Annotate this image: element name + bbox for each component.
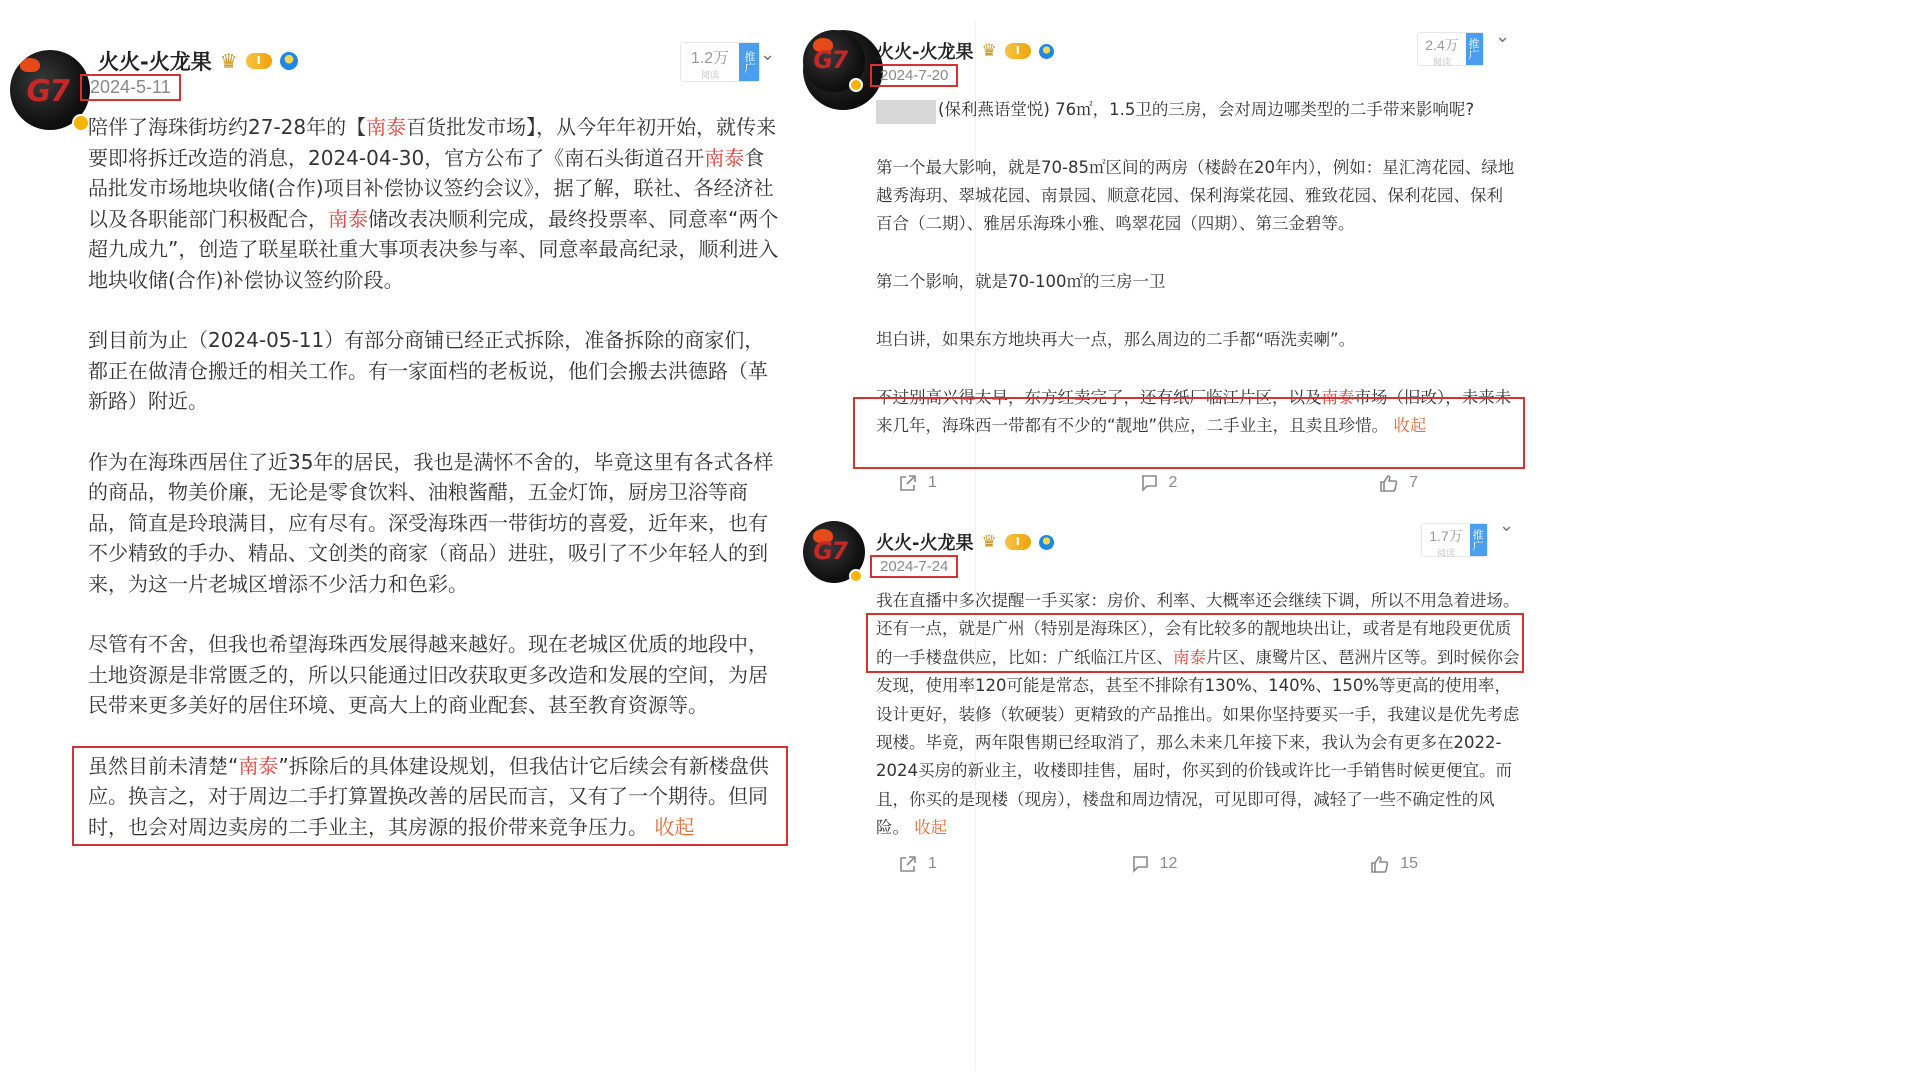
highlighted-keyword: 南泰 xyxy=(704,145,745,170)
read-count: 1.7万 xyxy=(1429,528,1463,544)
text-run: 到目前为止（2024-05-11）有部分商铺已经正式拆除，准备拆除的商家们，都正在做清仓搬迁的相关工作。有一家面档的老板说，他们会搬去洪德路（革新路）附近。 xyxy=(88,328,768,413)
comment-count: 12 xyxy=(1159,855,1178,872)
like-button[interactable] xyxy=(1370,854,1418,874)
text-run: 片区、康鹭片区、琶洲片区等。到时候你会发现，使用率120可能是常态，甚至不排除有130%、140%、150%等更高的使用率，设计更好，装修（软硬装）更精致的产品推出。如果你坚持要买一手，我建议是优先考虑现楼。毕竟，两年限售期已经取消了，那么未来几年接下来，我认为会有更多在2022-2024买房的新业主，收楼即挂售，届时，你买到的价钱或许比一手销售时候更便宜。而且，你买的是现楼（现房），楼盘和周边情况，可见即可得，减轻了一些不确定性的风险。 xyxy=(876,647,1520,838)
verified-icon xyxy=(1039,44,1054,59)
text-run: 市场（旧改），未来未来几年，海珠西一带都有不少的“靓地”供应，二手业主，且卖且珍惜。 xyxy=(876,388,1512,435)
highlight-box xyxy=(853,397,1525,469)
comment-icon xyxy=(1130,854,1150,874)
read-stats[interactable] xyxy=(1417,32,1484,66)
read-count: 2.4万 xyxy=(1425,37,1459,53)
highlighted-keyword: 南泰 xyxy=(366,115,407,139)
verified-badge-icon xyxy=(849,78,863,92)
highlighted-keyword: 南泰 xyxy=(238,753,279,778)
crown-icon: ♛ xyxy=(981,531,997,552)
highlighted-keyword: 南泰 xyxy=(328,206,368,231)
read-stats[interactable] xyxy=(680,42,760,82)
text-run: 陪伴了海珠街坊约27-28年的【 xyxy=(88,115,367,139)
chevron-down-icon[interactable]: ⌄ xyxy=(760,44,776,65)
avatar-logo: G7 xyxy=(811,46,850,74)
text-run: 储改表决顺利完成，最终投票率、同意率“两个超九成九”，创造了联星联社重大事项表决参与率、同意率最高纪录，顺利进入地块收储(合作)补偿协议签约阶段。 xyxy=(88,206,779,292)
action-bar xyxy=(898,473,1418,493)
read-count: 1.2万 xyxy=(690,50,730,67)
post-paragraph xyxy=(876,268,1516,296)
post-date: 2024-5-11 xyxy=(80,74,181,101)
read-label: 阅读 xyxy=(1436,549,1455,559)
verified-badge-icon xyxy=(849,569,863,583)
text-run: 百货批发市场】，从今年年初开始，就传来要即将拆迁改造的消息，2024-04-30，官方公布了《南石头街道召开 xyxy=(88,115,777,170)
read-stats[interactable] xyxy=(1421,523,1488,557)
share-count: 1 xyxy=(928,855,937,872)
highlighted-keyword: 南泰 xyxy=(1321,388,1355,407)
author-name[interactable]: 火火-火龙果 xyxy=(876,42,974,63)
crown-icon: ♛ xyxy=(219,49,238,73)
comment-count: 2 xyxy=(1168,474,1178,491)
thumbs-up-icon xyxy=(1379,473,1399,493)
text-run: 虽然目前未清楚“ xyxy=(88,753,239,778)
post-paragraph xyxy=(88,325,783,417)
collapse-link[interactable]: 收起 xyxy=(1393,416,1427,435)
highlight-box xyxy=(72,746,788,846)
read-label: 阅读 xyxy=(700,71,719,81)
chevron-down-icon[interactable]: ⌄ xyxy=(1499,515,1515,536)
post-paragraph xyxy=(876,154,1516,238)
share-button[interactable] xyxy=(898,473,937,493)
highlight-box xyxy=(866,613,1524,673)
text-run: 不过别高兴得太早，东方红卖完了，还有纸厂临江片区，以及 xyxy=(876,388,1322,407)
text-run: 坦白讲，如果东方地块再大一点，那么周边的二手都“唔洗卖喇”。 xyxy=(876,330,1356,349)
like-count: 7 xyxy=(1409,474,1418,491)
collapse-link[interactable]: 收起 xyxy=(914,818,948,838)
post-paragraph xyxy=(88,629,783,721)
highlighted-keyword: 南泰 xyxy=(1173,647,1206,667)
post-paragraph xyxy=(88,112,783,295)
thumbs-up-icon xyxy=(1370,854,1390,874)
share-icon xyxy=(898,473,918,493)
level-badge: Ⅰ xyxy=(1005,43,1031,59)
share-icon xyxy=(898,854,918,874)
like-button[interactable] xyxy=(1379,473,1418,493)
avatar-logo: G7 xyxy=(23,74,72,109)
text-run: ”拆除后的具体建设规划，但我估计它后续会有新楼盘供应。换言之，对于周边二手打算置换改善的居民而言，又有了一个期待。但同时，也会对周边卖房的二手业主，其房源的报价带来竞争压力。 xyxy=(88,753,769,839)
flame-icon xyxy=(20,58,40,72)
share-button[interactable] xyxy=(898,854,937,874)
comment-button[interactable] xyxy=(1139,473,1178,493)
promote-button[interactable]: 推广 xyxy=(1466,33,1483,65)
crown-icon: ♛ xyxy=(981,40,997,61)
share-count: 1 xyxy=(928,474,937,491)
author-name[interactable]: 火火-火龙果 xyxy=(876,533,974,554)
comment-icon xyxy=(1139,473,1159,493)
like-count: 15 xyxy=(1400,855,1418,872)
read-label: 阅读 xyxy=(1432,58,1451,68)
action-bar xyxy=(898,854,1418,874)
comment-button[interactable] xyxy=(1130,854,1178,874)
avatar-logo: G7 xyxy=(811,537,850,565)
chevron-down-icon[interactable]: ⌄ xyxy=(1495,26,1511,47)
text-run: 尽管有不舍，但我也希望海珠西发展得越来越好。现在老城区优质的地段中，土地资源是非常匮乏的，所以只能通过旧改获取更多改造和发展的空间，为居民带来更多美好的居住环境、更高大上的商业配套、甚至教育资源等。 xyxy=(88,632,768,717)
text-run: 第二个影响，就是70-100㎡的三房一卫 xyxy=(876,272,1166,291)
post-date: 2024-7-20 xyxy=(870,64,958,87)
post-paragraph xyxy=(88,447,783,600)
post-date: 2024-7-24 xyxy=(870,555,958,578)
collapse-link[interactable]: 收起 xyxy=(654,814,695,839)
level-badge: Ⅰ xyxy=(1005,534,1031,550)
post-paragraph xyxy=(876,326,1516,354)
post-paragraph xyxy=(876,96,1516,124)
verified-icon xyxy=(280,52,298,70)
level-badge: Ⅰ xyxy=(246,53,272,69)
text-run: 第一个最大影响，就是70-85㎡区间的两房（楼龄在20年内），例如：星汇湾花园、绿地越秀海玥、翠城花园、南景园、顺意花园、保利海棠花园、雅致花园、保利花园、保利百合（二期）、雅居乐海珠小雅、鸣翠花园（四期）、第三金碧等。 xyxy=(876,158,1515,233)
text-run: (保利燕语堂悦) 76㎡，1.5卫的三房，会对周边哪类型的二手带来影响呢? xyxy=(938,100,1475,119)
author-name[interactable]: 火火-火龙果 xyxy=(98,50,212,74)
text-run: 作为在海珠西居住了近35年的居民，我也是满怀不舍的，毕竟这里有各式各样的商品，物美价廉，无论是零食饮料、油粮酱醋，五金灯饰，厨房卫浴等商品，简直是玲琅满目，应有尽有。深受海珠西一带街坊的喜爱，近年来，也有不少精致的手办、精品、文创类的商家（商品）进驻，吸引了不少年轻人的到来，为这一片老城区增添不少活力和色彩。 xyxy=(88,449,774,596)
verified-icon xyxy=(1039,535,1054,550)
text-run: 我在直播中多次提醒一手买家：房价、利率、大概率还会继续下调，所以不用急着进场。还有一点，就是广州（特别是海珠区），会有比较多的靓地块出让，或者是有地段更优质的一手楼盘供应，比如：广纸临江片区、 xyxy=(876,591,1520,667)
text-run: 食品批发市场地块收储(合作)项目补偿协议签约会议》，据了解，联社、各经济社以及各职能部门积极配合， xyxy=(88,145,774,231)
promote-button[interactable]: 推广 xyxy=(1470,524,1487,556)
promote-button[interactable]: 推广 xyxy=(739,43,759,81)
